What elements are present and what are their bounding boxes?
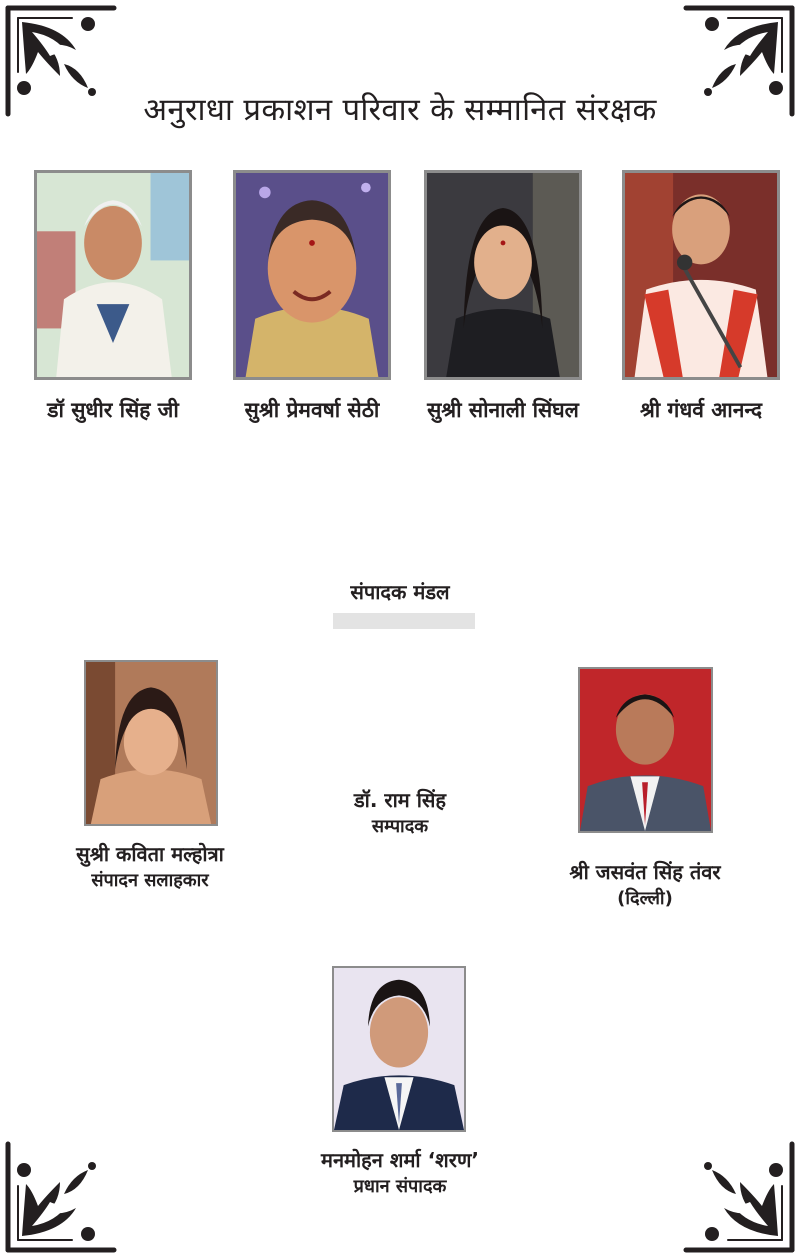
advisor-photo (84, 660, 218, 826)
editor-caption (300, 786, 500, 840)
patron-photo-2 (233, 170, 391, 380)
page-title: अनुराधा प्रकाशन परिवार के सम्मानित संरक्षक (143, 92, 657, 128)
editor-role: सम्पादक (371, 816, 429, 837)
corner-ornament-bottom-right (680, 1138, 798, 1256)
member-name: श्री जसवंत सिंह तंवर (569, 860, 721, 884)
patron-name-4: श्री गंधर्व आनन्द (639, 398, 763, 422)
patron-name-3: सुश्री सोनाली सिंघल (427, 398, 579, 422)
patron-photo-4 (622, 170, 780, 380)
member-role: (दिल्ली) (617, 888, 673, 909)
board-heading-underline (333, 613, 475, 629)
chief-editor-role: प्रधान संपादक (353, 1176, 447, 1197)
member-photo (578, 667, 713, 833)
advisor-name: सुश्री कविता मल्होत्रा (76, 842, 224, 866)
board-heading: संपादक मंडल (350, 580, 450, 604)
patron-photo-1 (34, 170, 192, 380)
editor-name: डॉ. राम सिंह (353, 788, 447, 812)
advisor-role: संपादन सलाहकार (91, 870, 209, 891)
advisor-caption (30, 840, 270, 894)
member-caption (520, 858, 770, 912)
chief-editor-photo (332, 966, 466, 1132)
patron-name-2: सुश्री प्रेमवर्षा सेठी (244, 398, 380, 422)
corner-ornament-bottom-left (2, 1138, 120, 1256)
patron-photo-3 (424, 170, 582, 380)
patron-name-1: डॉ सुधीर सिंह जी (47, 398, 179, 422)
chief-editor-name: मनमोहन शर्मा ‘शरण’ (320, 1148, 480, 1172)
chief-editor-caption (270, 1146, 530, 1200)
